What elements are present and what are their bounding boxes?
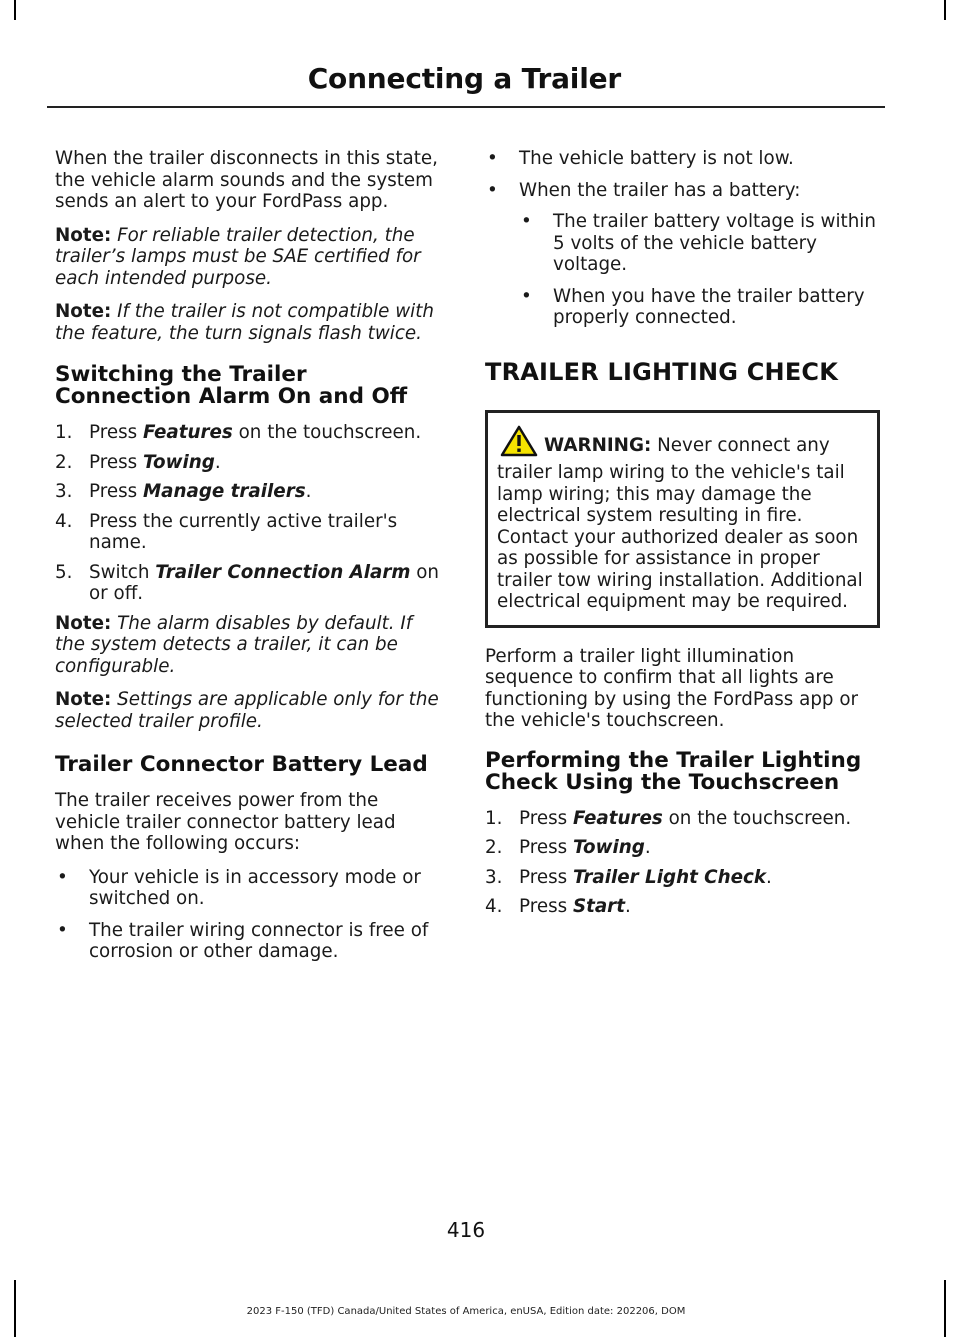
battery-bullets — [55, 867, 447, 963]
list-item: 5. Switch Trailer Connection Alarm on or off. — [55, 561, 439, 604]
list-item: 2. Press Towing. — [485, 837, 651, 858]
note-text: The alarm disables by default. If the system detects a trailer, it can be configurable. — [55, 612, 413, 677]
header-divider — [47, 106, 885, 108]
note-paragraph — [55, 225, 447, 290]
right-column — [485, 148, 880, 926]
check-intro: Perform a trailer light illumination sequence to confirm that all lights are functioning by using the FordPass app or the vehicle's touchscreen. — [485, 645, 859, 731]
warning-paragraph — [497, 425, 869, 613]
battery-intro: The trailer receives power from the vehicle trailer connector battery lead when the following occurs: — [55, 790, 396, 854]
note-text: If the trailer is not compatible with the feature, the turn signals flash twice. — [55, 301, 434, 344]
list-item: • When the trailer has a battery: — [487, 179, 801, 201]
section-heading-alarm: Switching the Trailer Connection Alarm On and Off — [55, 362, 408, 409]
edition-footer: 2023 F-150 (TFD) Canada/United States of America, enUSA, Edition date: 202206, DOM — [246, 1306, 686, 1317]
crop-mark — [944, 0, 946, 20]
page-title: Connecting a Trailer — [307, 62, 621, 95]
condition-bullets — [485, 148, 880, 201]
section-heading-touchscreen: Performing the Trailer Lighting Check Using the Touchscreen — [485, 747, 862, 795]
note-text: Settings are applicable only for the selected trailer profile. — [55, 689, 439, 732]
warning-triangle-icon — [500, 425, 538, 463]
note-paragraph — [55, 689, 447, 732]
section-heading-lighting-check: TRAILER LIGHTING CHECK — [485, 357, 839, 386]
warning-label: WARNING: — [544, 434, 652, 456]
list-item: • The trailer wiring connector is free of corrosion or other damage. — [57, 919, 429, 962]
intro-paragraph: When the trailer disconnects in this state, the vehicle alarm sounds and the system sends an alert to your FordPass app. — [55, 148, 438, 212]
list-item: 3. Press Trailer Light Check. — [485, 866, 772, 888]
battery-sub-bullets — [519, 211, 880, 329]
note-text: For reliable trailer detection, the trailer’s lamps must be SAE certified for each intended purpose. — [55, 224, 421, 289]
note-paragraph — [55, 301, 447, 344]
left-column — [55, 148, 447, 973]
warning-box — [485, 410, 880, 628]
note-label: Note: — [55, 301, 112, 322]
note-label: Note: — [55, 224, 112, 246]
note-label: Note: — [55, 612, 112, 634]
list-item: 3. Press Manage trailers. — [55, 481, 312, 502]
touchscreen-steps — [485, 808, 880, 918]
note-paragraph — [55, 613, 447, 678]
list-item: 2. Press Towing. — [55, 451, 221, 473]
list-item: 4. Press Start. — [485, 896, 631, 917]
note-label: Note: — [55, 689, 112, 710]
list-item: • The vehicle battery is not low. — [487, 148, 794, 169]
list-item: 1. Press Features on the touchscreen. — [485, 807, 852, 829]
crop-mark — [14, 0, 16, 20]
list-item: • Your vehicle is in accessory mode or switched on. — [57, 866, 421, 909]
crop-mark — [944, 1280, 946, 1337]
list-item: • When you have the trailer battery properly connected. — [521, 285, 865, 328]
alarm-steps — [55, 422, 447, 605]
warning-text: Never connect any trailer lamp wiring to the vehicle's tail lamp wiring; this may damage the electrical system resulting in fire. Contact your authorized dealer as soon as possible for assistance in proper trailer tow wiring installation. Additional electrical equipment may be required. — [497, 434, 863, 612]
section-heading-battery: Trailer Connector Battery Lead — [55, 752, 428, 777]
page-number: 416 — [446, 1218, 486, 1242]
list-item: 4. Press the currently active trailer's name. — [55, 510, 398, 553]
list-item: 1. Press Features on the touchscreen. — [55, 422, 422, 443]
list-item: • The trailer battery voltage is within 5 volts of the vehicle battery voltage. — [521, 211, 876, 275]
